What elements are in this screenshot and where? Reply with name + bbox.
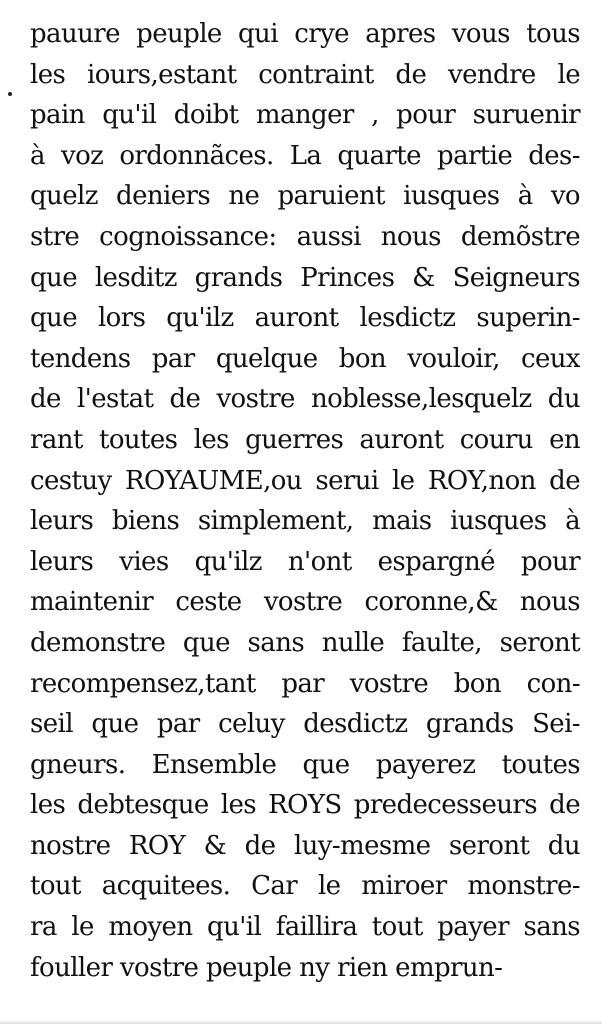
text-line-20: les debtesque les ROYS predecesseurs de <box>30 790 580 821</box>
text-line-12: cestuy ROYAUME,ou serui le ROY,non de <box>30 465 580 496</box>
text-line-22: tout acquitees. Car le miroer monstre- <box>30 871 580 902</box>
text-line-4: à voz ordonnãces. La quarte partie des- <box>30 140 580 171</box>
text-line-6: stre cognoissance: aussi nous demõstre <box>30 221 580 252</box>
ink-speck <box>8 92 12 96</box>
text-line-17: recompensez,tant par vostre bon con- <box>30 668 580 699</box>
text-line-10: de l'estat de vostre noblesse,lesquelz du <box>30 384 580 415</box>
text-line-11: rant toutes les guerres auront couru en <box>30 424 580 455</box>
text-line-2: les iours,estant contraint de vendre le <box>30 59 580 90</box>
body-text <box>30 14 580 988</box>
text-line-15: maintenir ceste vostre coronne,& nous <box>30 587 580 618</box>
text-line-8: que lors qu'ilz auront lesdictz superin- <box>30 303 580 334</box>
text-line-14: leurs vies qu'ilz n'ont espargné pour <box>30 546 580 577</box>
text-line-21: nostre ROY & de luy-mesme seront du <box>30 830 580 861</box>
text-line-13: leurs biens simplement, mais iusques à <box>30 506 580 537</box>
text-line-5: quelz deniers ne paruient iusques à vo <box>30 181 580 212</box>
text-line-23: ra le moyen qu'il faillira tout payer sans <box>30 912 580 943</box>
text-line-9: tendens par quelque bon vouloir, ceux <box>30 343 580 374</box>
page-bottom-edge <box>0 1020 602 1024</box>
text-line-19: gneurs. Ensemble que payerez toutes <box>30 749 580 780</box>
text-line-7: que lesditz grands Princes & Seigneurs <box>30 262 580 293</box>
text-line-18: seil que par celuy desdictz grands Sei- <box>30 709 580 740</box>
text-line-16: demonstre que sans nulle faulte, seront <box>30 627 580 658</box>
text-line-1: pauure peuple qui crye apres vous tous <box>30 19 580 49</box>
text-line-3: pain qu'il doibt manger , pour suruenir <box>30 100 580 131</box>
text-line-24: fouller vostre peuple ny rien emprun- <box>30 952 503 983</box>
